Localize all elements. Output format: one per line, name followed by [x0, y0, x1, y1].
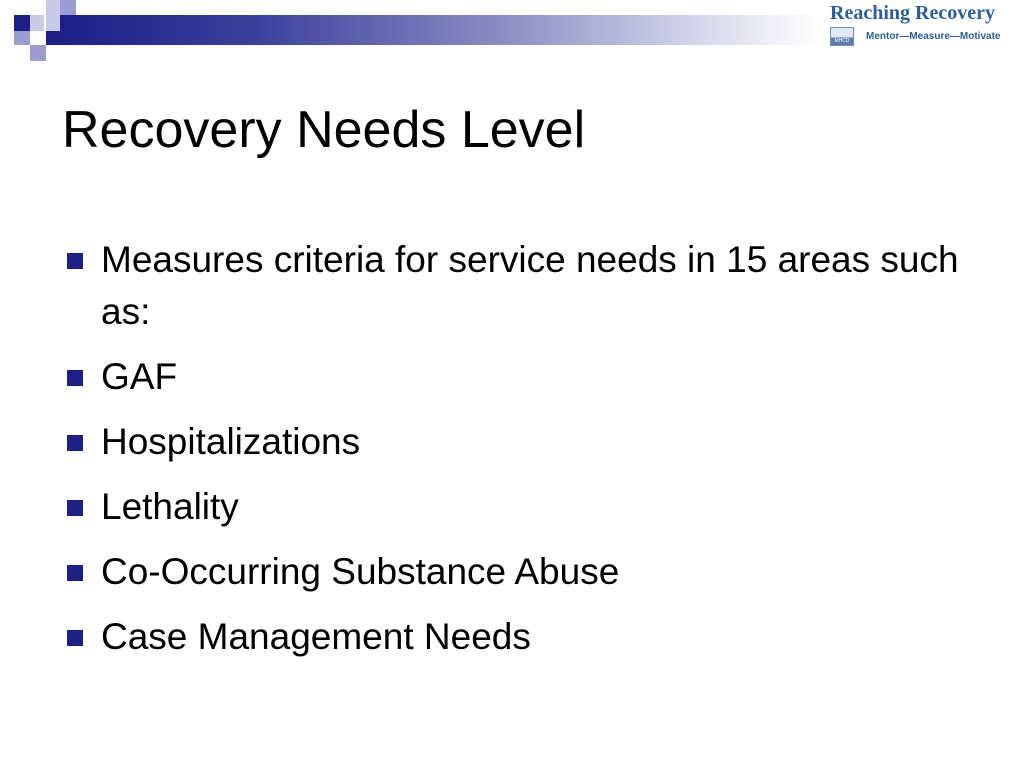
slide-title: Recovery Needs Level — [62, 101, 586, 159]
reaching-recovery-logo — [826, 2, 1018, 48]
bullet-text: Measures criteria for service needs in 15 areas such as: — [101, 239, 959, 332]
square-bullet-icon — [67, 370, 83, 386]
decor-square — [60, 0, 76, 15]
decor-square — [14, 15, 30, 31]
bullet-text: Co-Occurring Substance Abuse — [101, 551, 620, 592]
bullet-text: Hospitalizations — [101, 421, 361, 462]
bullet-item — [64, 351, 964, 403]
logo-title: Reaching Recovery — [830, 2, 995, 24]
bullet-item — [64, 416, 964, 468]
decor-square — [46, 0, 60, 15]
decor-square — [30, 45, 46, 61]
bullet-text: Lethality — [101, 486, 239, 527]
square-bullet-icon — [67, 500, 83, 516]
bullet-item — [64, 234, 964, 338]
decor-square — [14, 31, 30, 45]
bullet-item — [64, 481, 964, 533]
decor-square — [30, 15, 44, 31]
square-bullet-icon — [67, 253, 83, 269]
logo-emblem-text: MHCD — [834, 38, 850, 44]
square-bullet-icon — [67, 630, 83, 646]
decor-square — [46, 31, 60, 45]
bullet-item — [64, 546, 964, 598]
bullet-list — [64, 234, 964, 676]
bullet-item — [64, 611, 964, 663]
square-bullet-icon — [67, 565, 83, 581]
header-gradient-band — [60, 15, 820, 45]
bullet-text: Case Management Needs — [101, 616, 531, 657]
bullet-text: GAF — [101, 356, 178, 397]
decor-square — [46, 15, 60, 31]
square-bullet-icon — [67, 435, 83, 451]
logo-tagline: Mentor—Measure—Motivate — [866, 31, 1001, 42]
mhcd-emblem-icon — [830, 27, 854, 46]
